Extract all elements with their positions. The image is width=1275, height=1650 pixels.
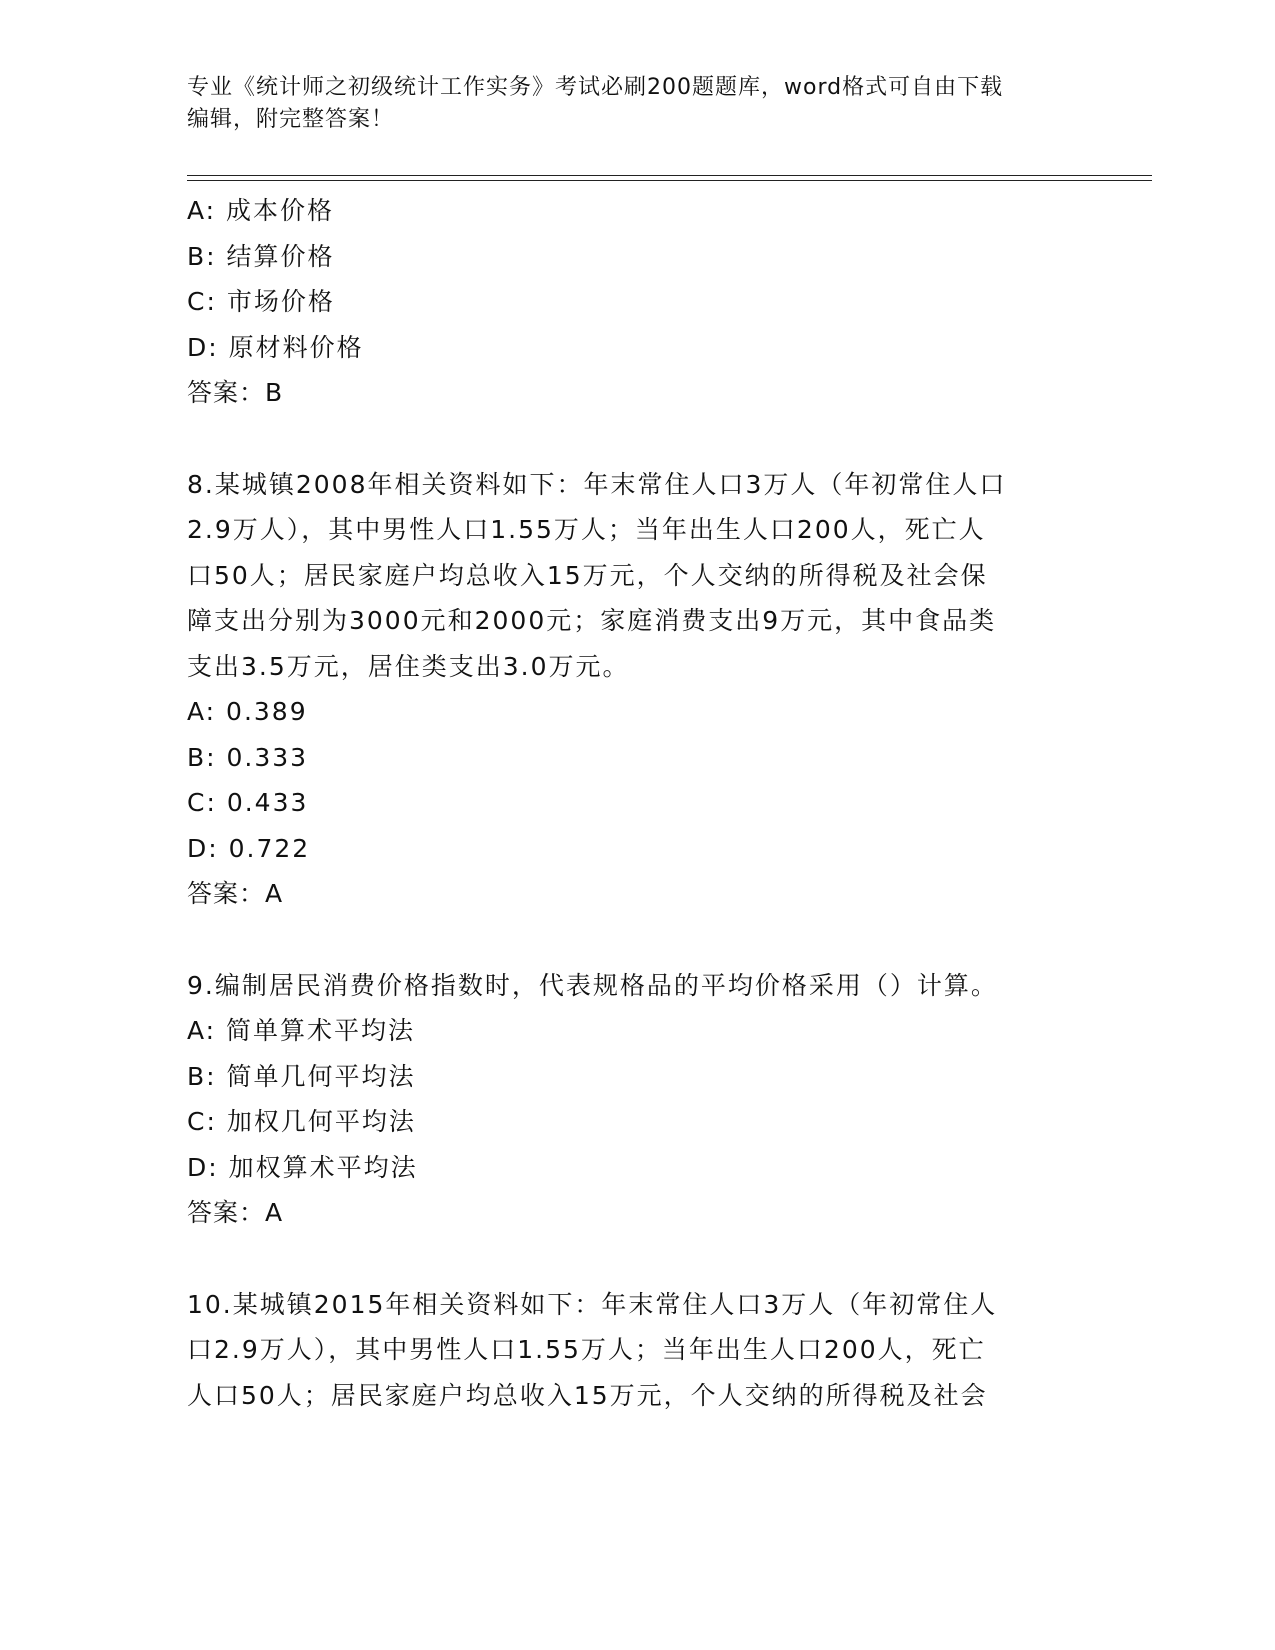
spacer (187, 917, 1087, 963)
option-b: B: 结算价格 (187, 241, 335, 271)
header-line-1: 专业《统计师之初级统计工作实务》考试必刷200题题库，word格式可自由下载 (187, 75, 1004, 100)
option-b: B: 简单几何平均法 (187, 1061, 416, 1091)
document-body (187, 188, 1087, 1418)
option-a: A: 简单算术平均法 (187, 1016, 416, 1045)
question-10 (187, 1282, 1087, 1419)
question-8 (187, 462, 1087, 917)
question-text-line: 9.编制居民消费价格指数时，代表规格品的平均价格采用（）计算。 (187, 970, 998, 1000)
option-b: B: 0.333 (187, 742, 309, 772)
question-9 (187, 963, 1087, 1236)
document-header (187, 72, 1067, 136)
question-text-line: 2.9万人），其中男性人口1.55万人；当年出生人口200人，死亡人 (187, 515, 986, 544)
question-text-line: 支出3.5万元，居住类支出3.0万元。 (187, 651, 630, 681)
option-c: C: 市场价格 (187, 287, 335, 316)
header-line-2: 编辑，附完整答案！ (187, 107, 395, 132)
question-text-line: 人口50人；居民家庭户均总收入15万元，个人交纳的所得税及社会 (187, 1380, 988, 1410)
spacer (187, 1236, 1087, 1282)
option-a: A: 0.389 (187, 697, 308, 726)
question-text-line: 口50人；居民家庭户均总收入15万元，个人交纳的所得税及社会保 (187, 560, 988, 590)
header-rule-top (187, 175, 1152, 176)
option-c: C: 加权几何平均法 (187, 1107, 416, 1136)
header-rule-bottom (187, 180, 1152, 181)
answer-label: 答案：A (187, 1198, 284, 1227)
spacer (187, 416, 1087, 462)
question-text-line: 口2.9万人），其中男性人口1.55万人；当年出生人口200人，死亡 (187, 1335, 986, 1364)
answer-label: 答案：A (187, 879, 284, 908)
option-d: D: 原材料价格 (187, 332, 364, 362)
option-a: A: 成本价格 (187, 196, 335, 225)
answer-label: 答案：B (187, 378, 284, 407)
question-text-line: 10.某城镇2015年相关资料如下：年末常住人口3万人（年初常住人 (187, 1289, 998, 1319)
question-text-line: 8.某城镇2008年相关资料如下：年末常住人口3万人（年初常住人口 (187, 469, 1007, 499)
question-text-line: 障支出分别为3000元和2000元；家庭消费支出9万元，其中食品类 (187, 606, 997, 635)
question-7 (187, 188, 1087, 416)
option-d: D: 加权算术平均法 (187, 1152, 418, 1182)
option-d: D: 0.722 (187, 833, 311, 863)
option-c: C: 0.433 (187, 788, 309, 817)
